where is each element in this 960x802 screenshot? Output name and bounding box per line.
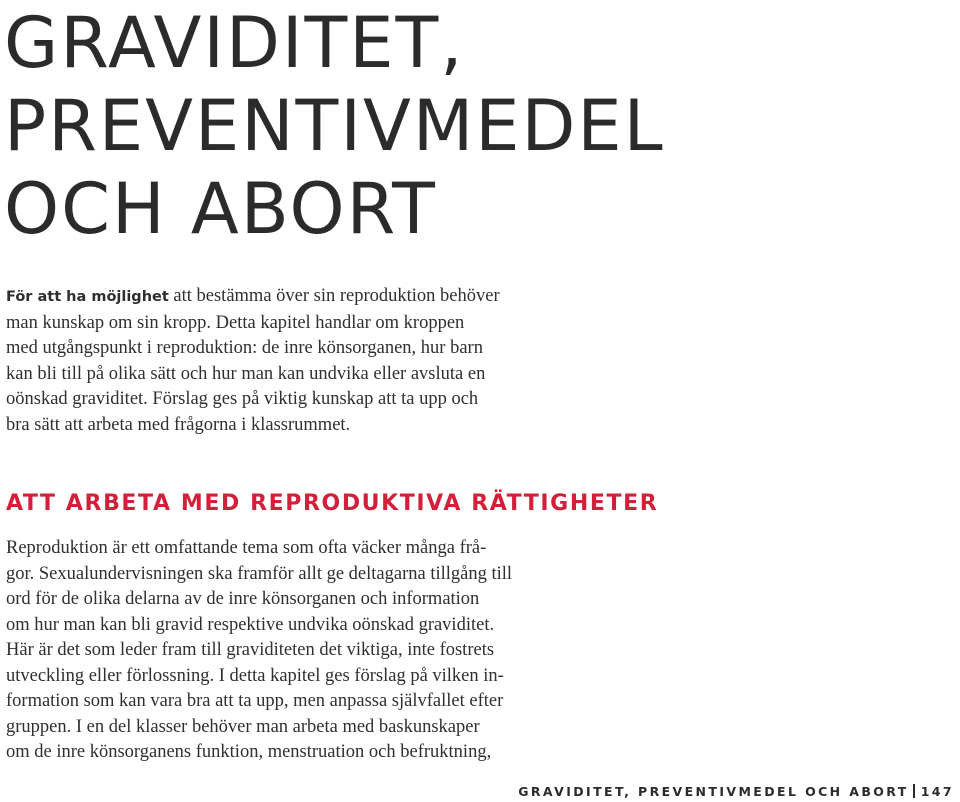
- chapter-title-line: OCH ABORT: [4, 168, 437, 250]
- intro-line: kan bli till på olika sätt och hur man kan undvika eller avsluta en: [6, 363, 486, 384]
- body-line: om hur man kan bli gravid respektive undvika oönskad graviditet.: [6, 614, 495, 635]
- intro-line: med utgångspunkt i reproduktion: de inre könsorganen, hur barn: [6, 338, 483, 358]
- intro-line-rest: att bestämma över sin reproduktion behöver: [168, 286, 500, 306]
- body-line: utveckling eller förlossning. I detta kapitel ges förslag på vilken in-: [6, 665, 504, 686]
- intro-line: bra sätt att arbeta med frågorna i klassrummet.: [6, 414, 351, 435]
- body-line: formation som kan vara bra att ta upp, men anpassa självfallet efter: [6, 691, 504, 711]
- intro-lead: För att ha möjlighet: [6, 289, 169, 305]
- footer-divider: [913, 784, 915, 798]
- section-heading: ATT ARBETA MED REPRODUKTIVA RÄTTIGHETER: [6, 491, 659, 516]
- page-number: 147: [920, 784, 954, 799]
- chapter-title-line: PREVENTIVMEDEL: [4, 85, 665, 167]
- body-line: gruppen. I en del klasser behöver man arbeta med baskunskaper: [6, 716, 480, 737]
- body-line: Reproduktion är ett omfattande tema som ofta väcker många frå-: [6, 538, 487, 558]
- running-title: GRAVIDITET, PREVENTIVMEDEL OCH ABORT: [518, 784, 909, 799]
- intro-paragraph: [6, 284, 566, 438]
- body-line: om de inre könsorganens funktion, menstruation och befruktning,: [6, 742, 492, 762]
- chapter-title: [4, 2, 665, 251]
- chapter-title-line: GRAVIDITET,: [4, 2, 465, 84]
- intro-line: man kunskap om sin kropp. Detta kapitel handlar om kroppen: [6, 312, 465, 333]
- body-line: ord för de olika delarna av de inre könsorganen och information: [6, 589, 480, 609]
- intro-line: oönskad graviditet. Förslag ges på viktig kunskap att ta upp och: [6, 389, 479, 409]
- page-footer: [518, 784, 954, 799]
- intro-line: [6, 284, 566, 311]
- section-body: [6, 536, 566, 766]
- body-line: gor. Sexualundervisningen ska framför allt ge deltagarna tillgång till: [6, 563, 513, 584]
- body-line: Här är det som leder fram till graviditeten det viktiga, inte fostrets: [6, 640, 495, 660]
